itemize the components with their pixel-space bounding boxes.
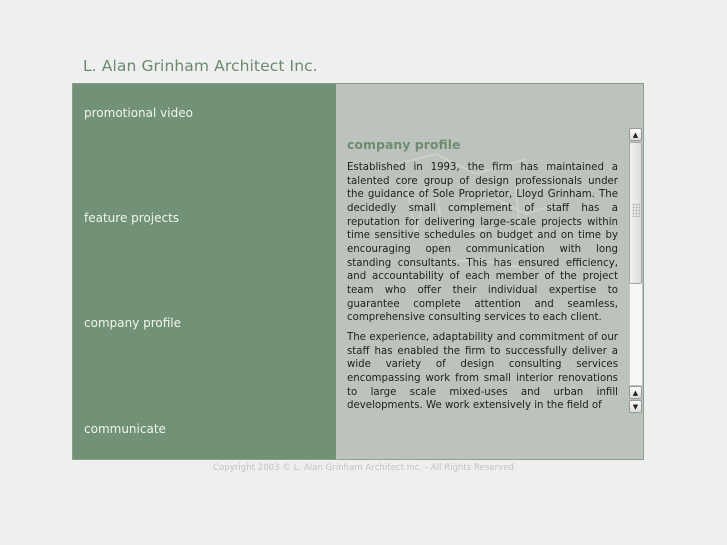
nav-item-promotional-video[interactable]: promotional video xyxy=(84,106,193,120)
scroll-thumb[interactable] xyxy=(629,142,642,284)
paragraph: Established in 1993, the firm has maintained a talented core group of design professionals under the guidance of Sole Proprietor, Lloyd Grinham. The decidedly small complement of staff has a reputation for delivering large-scale projects within time sensitive schedules on budget and on time by encouraging open communication with long standing consultants. This has ensured efficiency, and accountability of each member of the project team who offer their individual expertise to guarantee complete attention and seamless, comprehensive consulting services to each client. xyxy=(347,162,618,324)
scroll-up-button[interactable] xyxy=(629,128,642,141)
nav-panel xyxy=(73,84,336,459)
arrow-up-icon: ▲ xyxy=(632,388,639,397)
nav-item-communicate[interactable]: communicate xyxy=(84,422,166,436)
content-panel xyxy=(336,84,643,459)
site-title: L. Alan Grinham Architect Inc. xyxy=(83,57,318,75)
nav-item-feature-projects[interactable]: feature projects xyxy=(84,211,180,225)
scroll-down-button[interactable] xyxy=(629,400,642,413)
section-heading: company profile xyxy=(347,137,461,152)
main-frame xyxy=(72,83,644,460)
profile-text xyxy=(347,161,618,419)
arrow-up-icon: ▲ xyxy=(632,130,639,139)
paragraph: The experience, adaptability and commitment of our staff has enabled the firm to successfully deliver a wide variety of design consulting services encompassing work from small interior renovations to large scale mixed-uses and urban infill developments. We work extensively in the field of xyxy=(347,331,618,412)
content-scrollbar[interactable] xyxy=(629,128,643,416)
nav-item-company-profile[interactable]: company profile xyxy=(84,316,182,330)
grip-icon xyxy=(632,203,640,217)
footer-copyright: Copyright 2003 © L. Alan Grinham Architect Inc. - All Rights Reserved xyxy=(213,463,514,473)
scroll-up-button-lower[interactable] xyxy=(629,386,642,399)
arrow-down-icon: ▼ xyxy=(632,402,639,411)
